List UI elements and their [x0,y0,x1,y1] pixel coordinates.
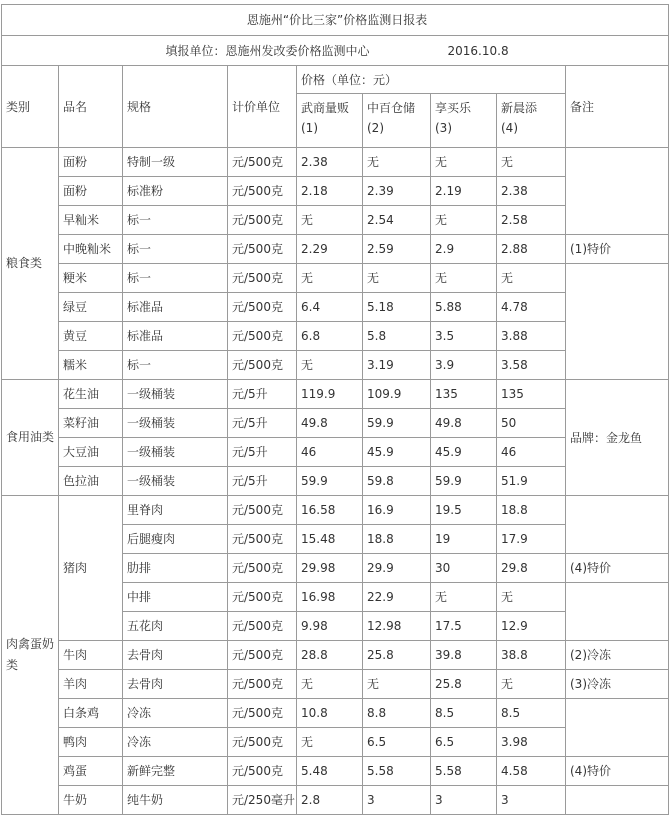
product-cell: 面粉 [59,177,123,206]
price-cell-shop-2: 3 [363,786,431,815]
product-cell: 菜籽油 [59,409,123,438]
price-cell-shop-1: 2.18 [297,177,363,206]
header-spec: 规格 [123,66,228,148]
table-row [2,148,669,177]
price-cell-shop-3: 无 [431,206,497,235]
spec-cell: 一级桶装 [123,409,228,438]
price-cell-shop-4: 46 [497,438,566,467]
price-cell-shop-2: 29.9 [363,554,431,583]
price-cell-shop-1: 16.98 [297,583,363,612]
price-cell-shop-3: 59.9 [431,467,497,496]
price-cell-shop-1: 无 [297,728,363,757]
price-cell-shop-1: 无 [297,670,363,699]
product-cell: 牛奶 [59,786,123,815]
spec-cell: 纯牛奶 [123,786,228,815]
price-cell-shop-4: 17.9 [497,525,566,554]
price-cell-shop-3: 无 [431,583,497,612]
product-cell: 糯米 [59,351,123,380]
unit-cell: 元/500克 [228,699,297,728]
price-cell-shop-3: 135 [431,380,497,409]
shop-name: 新晨添 [501,101,538,115]
price-cell-shop-2: 12.98 [363,612,431,641]
price-cell-shop-2: 22.9 [363,583,431,612]
category-cell: 粮食类 [2,148,59,380]
price-cell-shop-2: 8.8 [363,699,431,728]
price-cell-shop-4: 8.5 [497,699,566,728]
price-cell-shop-4: 4.58 [497,757,566,786]
product-cell: 鸭肉 [59,728,123,757]
price-cell-shop-1: 59.9 [297,467,363,496]
remark-cell [566,148,669,235]
unit-cell: 元/500克 [228,728,297,757]
price-cell-shop-1: 5.48 [297,757,363,786]
unit-cell: 元/5升 [228,438,297,467]
price-cell-shop-3: 2.19 [431,177,497,206]
remark-cell: (3)冷冻 [566,670,669,699]
spec-cell: 里脊肉 [123,496,228,525]
remark-cell: (2)冷冻 [566,641,669,670]
price-table [1,4,669,815]
price-cell-shop-1: 6.8 [297,322,363,351]
price-cell-shop-2: 3.19 [363,351,431,380]
spec-cell: 肋排 [123,554,228,583]
price-cell-shop-1: 119.9 [297,380,363,409]
unit-cell: 元/500克 [228,583,297,612]
remark-cell [566,699,669,757]
remark-cell [566,786,669,815]
remark-cell [566,496,669,554]
spec-cell: 冷冻 [123,728,228,757]
header-price-group: 价格（单位：元） [297,66,566,94]
price-cell-shop-3: 19 [431,525,497,554]
product-cell: 猪肉 [59,496,123,641]
product-cell: 粳米 [59,264,123,293]
price-cell-shop-4: 2.38 [497,177,566,206]
table-row [2,699,669,728]
spec-cell: 一级桶装 [123,380,228,409]
price-cell-shop-1: 29.98 [297,554,363,583]
table-row [2,641,669,670]
price-cell-shop-4: 51.9 [497,467,566,496]
price-cell-shop-3: 45.9 [431,438,497,467]
table-row [2,786,669,815]
price-cell-shop-2: 无 [363,264,431,293]
price-cell-shop-2: 59.8 [363,467,431,496]
header-shop-2 [363,94,431,148]
unit-cell: 元/500克 [228,525,297,554]
price-cell-shop-3: 49.8 [431,409,497,438]
unit-cell: 元/500克 [228,496,297,525]
price-cell-shop-4: 38.8 [497,641,566,670]
shop-number: (4) [501,121,518,135]
remark-cell: (4)特价 [566,757,669,786]
price-cell-shop-1: 49.8 [297,409,363,438]
unit-cell: 元/500克 [228,293,297,322]
spec-cell: 中排 [123,583,228,612]
remark-cell [566,583,669,641]
price-cell-shop-2: 109.9 [363,380,431,409]
product-cell: 面粉 [59,148,123,177]
price-cell-shop-4: 29.8 [497,554,566,583]
unit-cell: 元/500克 [228,670,297,699]
product-cell: 中晚籼米 [59,235,123,264]
price-cell-shop-3: 8.5 [431,699,497,728]
spec-cell: 标一 [123,235,228,264]
price-cell-shop-2: 2.39 [363,177,431,206]
price-cell-shop-2: 无 [363,148,431,177]
price-cell-shop-3: 39.8 [431,641,497,670]
category-cell: 肉禽蛋奶类 [2,496,59,815]
price-cell-shop-1: 28.8 [297,641,363,670]
price-cell-shop-2: 5.58 [363,757,431,786]
price-cell-shop-4: 无 [497,583,566,612]
price-cell-shop-1: 无 [297,206,363,235]
price-cell-shop-1: 6.4 [297,293,363,322]
unit-cell: 元/250毫升 [228,786,297,815]
price-cell-shop-1: 2.8 [297,786,363,815]
unit-cell: 元/500克 [228,177,297,206]
price-cell-shop-1: 2.38 [297,148,363,177]
price-cell-shop-4: 3 [497,786,566,815]
price-cell-shop-3: 6.5 [431,728,497,757]
remark-cell: (4)特价 [566,554,669,583]
spec-cell: 标一 [123,264,228,293]
price-cell-shop-1: 无 [297,264,363,293]
unit-cell: 元/500克 [228,322,297,351]
price-cell-shop-3: 17.5 [431,612,497,641]
shop-name: 享买乐 [435,101,472,115]
price-cell-shop-4: 3.88 [497,322,566,351]
unit-cell: 元/500克 [228,351,297,380]
unit-cell: 元/5升 [228,409,297,438]
unit-cell: 元/500克 [228,612,297,641]
shop-name: 武商量贩 [301,101,350,115]
price-cell-shop-3: 3.5 [431,322,497,351]
price-cell-shop-3: 2.9 [431,235,497,264]
price-cell-shop-4: 135 [497,380,566,409]
price-cell-shop-3: 25.8 [431,670,497,699]
product-cell: 花生油 [59,380,123,409]
spec-cell: 标准品 [123,322,228,351]
spec-cell: 冷冻 [123,699,228,728]
price-cell-shop-2: 2.59 [363,235,431,264]
header-shop-1 [297,94,363,148]
header-shop-4 [497,94,566,148]
remark-cell: 品牌：金龙鱼 [566,380,669,496]
product-cell: 黄豆 [59,322,123,351]
table-row [2,235,669,264]
shop-number: (3) [435,121,452,135]
product-cell: 鸡蛋 [59,757,123,786]
price-cell-shop-2: 18.8 [363,525,431,554]
spec-cell: 标一 [123,351,228,380]
header-product: 品名 [59,66,123,148]
price-cell-shop-3: 5.88 [431,293,497,322]
price-cell-shop-4: 50 [497,409,566,438]
spec-cell: 一级桶装 [123,467,228,496]
spec-cell: 一级桶装 [123,438,228,467]
header-shop-3 [431,94,497,148]
price-cell-shop-3: 3 [431,786,497,815]
spec-cell: 五花肉 [123,612,228,641]
price-cell-shop-3: 30 [431,554,497,583]
price-cell-shop-3: 5.58 [431,757,497,786]
price-cell-shop-2: 2.54 [363,206,431,235]
spec-cell: 新鲜完整 [123,757,228,786]
price-cell-shop-2: 25.8 [363,641,431,670]
header-unit: 计价单位 [228,66,297,148]
price-cell-shop-3: 19.5 [431,496,497,525]
price-cell-shop-2: 6.5 [363,728,431,757]
price-cell-shop-4: 3.98 [497,728,566,757]
unit-cell: 元/500克 [228,757,297,786]
shop-number: (2) [367,121,384,135]
header-remark: 备注 [566,66,669,148]
unit-cell: 元/500克 [228,235,297,264]
price-cell-shop-4: 2.88 [497,235,566,264]
unit-cell: 元/500克 [228,641,297,670]
spec-cell: 标一 [123,206,228,235]
report-org-row [2,36,669,66]
price-cell-shop-4: 2.58 [497,206,566,235]
price-cell-shop-4: 无 [497,148,566,177]
price-cell-shop-4: 12.9 [497,612,566,641]
price-cell-shop-1: 9.98 [297,612,363,641]
spec-cell: 标准品 [123,293,228,322]
price-cell-shop-1: 46 [297,438,363,467]
unit-cell: 元/500克 [228,264,297,293]
report-date: 2016.10.8 [447,43,509,58]
price-cell-shop-2: 59.9 [363,409,431,438]
spec-cell: 去骨肉 [123,641,228,670]
table-row [2,757,669,786]
product-cell: 绿豆 [59,293,123,322]
remark-cell [566,264,669,380]
price-cell-shop-2: 16.9 [363,496,431,525]
price-cell-shop-1: 2.29 [297,235,363,264]
price-cell-shop-2: 无 [363,670,431,699]
product-cell: 羊肉 [59,670,123,699]
reporting-unit: 填报单位：恩施州发改委价格监测中心 [165,43,370,58]
price-cell-shop-1: 16.58 [297,496,363,525]
price-cell-shop-4: 4.78 [497,293,566,322]
unit-cell: 元/500克 [228,206,297,235]
price-cell-shop-3: 3.9 [431,351,497,380]
shop-number: (1) [301,121,318,135]
table-row [2,496,669,525]
price-cell-shop-4: 无 [497,670,566,699]
price-cell-shop-3: 无 [431,264,497,293]
price-cell-shop-1: 10.8 [297,699,363,728]
spec-cell: 标准粉 [123,177,228,206]
unit-cell: 元/5升 [228,467,297,496]
unit-cell: 元/5升 [228,380,297,409]
table-row [2,670,669,699]
price-cell-shop-4: 18.8 [497,496,566,525]
price-cell-shop-4: 3.58 [497,351,566,380]
spec-cell: 特制一级 [123,148,228,177]
product-cell: 牛肉 [59,641,123,670]
table-row [2,380,669,409]
report-title: 恩施州“价比三家”价格监测日报表 [2,5,669,36]
price-cell-shop-2: 5.8 [363,322,431,351]
header-category: 类别 [2,66,59,148]
spec-cell: 后腿瘦肉 [123,525,228,554]
product-cell: 大豆油 [59,438,123,467]
remark-cell: (1)特价 [566,235,669,264]
price-cell-shop-2: 5.18 [363,293,431,322]
shop-name: 中百仓储 [367,101,416,115]
product-cell: 色拉油 [59,467,123,496]
unit-cell: 元/500克 [228,148,297,177]
product-cell: 白条鸡 [59,699,123,728]
price-cell-shop-4: 无 [497,264,566,293]
category-cell: 食用油类 [2,380,59,496]
price-cell-shop-2: 45.9 [363,438,431,467]
spec-cell: 去骨肉 [123,670,228,699]
table-row [2,264,669,293]
price-cell-shop-1: 15.48 [297,525,363,554]
unit-cell: 元/500克 [228,554,297,583]
product-cell: 早籼米 [59,206,123,235]
price-cell-shop-1: 无 [297,351,363,380]
price-cell-shop-3: 无 [431,148,497,177]
